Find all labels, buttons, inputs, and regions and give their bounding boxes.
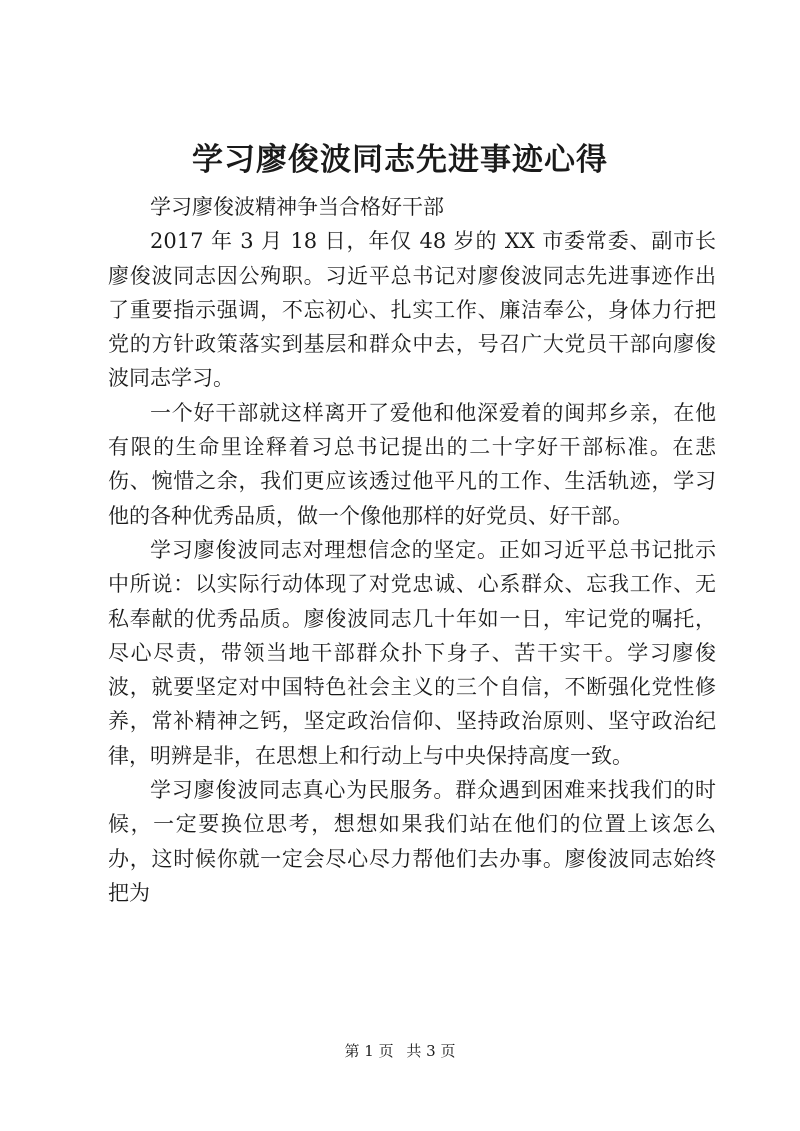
document-title: 学习廖俊波同志先进事迹心得 bbox=[192, 142, 608, 178]
paragraph: 学习廖俊波同志对理想信念的坚定。正如习近平总书记批示中所说：以实际行动体现了对党忠诚、心系群众、忘我工作、无私奉献的优秀品质。廖俊波同志几十年如一日，牢记党的嘱托，尽心尽责，带领当地干部群众扑下身子、苦干实干。学习廖俊波，就要坚定对中国特色社会主义的三个自信，不断强化党性修养，常补精神之钙，坚定政治信仰、坚持政治原则、坚守政治纪律，明辨是非，在思想上和行动上与中央保持高度一致。 bbox=[108, 537, 716, 768]
document-body bbox=[108, 190, 716, 910]
page-number: 第 1 页 bbox=[344, 1042, 394, 1060]
paragraph-subtitle: 学习廖俊波精神争当合格好干部 bbox=[150, 195, 444, 219]
page-footer bbox=[0, 1041, 800, 1061]
page-total: 共 3 页 bbox=[406, 1042, 456, 1060]
paragraph: 学习廖俊波同志真心为民服务。群众遇到困难来找我们的时候，一定要换位思考，想想如果我们站在他们的位置上该怎么办，这时候你就一定会尽心尽力帮他们去办事。廖俊波同志始终把为 bbox=[108, 778, 716, 905]
paragraph: 2017 年 3 月 18 日，年仅 48 岁的 XX 市委常委、副市长廖俊波同志因公殉职。习近平总书记对廖俊波同志先进事迹作出了重要指示强调，不忘初心、扎实工作、廉洁奉公，身体力行把党的方针政策落实到基层和群众中去，号召广大党员干部向廖俊波同志学习。 bbox=[108, 229, 716, 391]
paragraph: 一个好干部就这样离开了爱他和他深爱着的闽邦乡亲，在他有限的生命里诠释着习总书记提出的二十字好干部标准。在悲伤、惋惜之余，我们更应该透过他平凡的工作、生活轨迹，学习他的各种优秀品质，做一个像他那样的好党员、好干部。 bbox=[108, 400, 716, 528]
